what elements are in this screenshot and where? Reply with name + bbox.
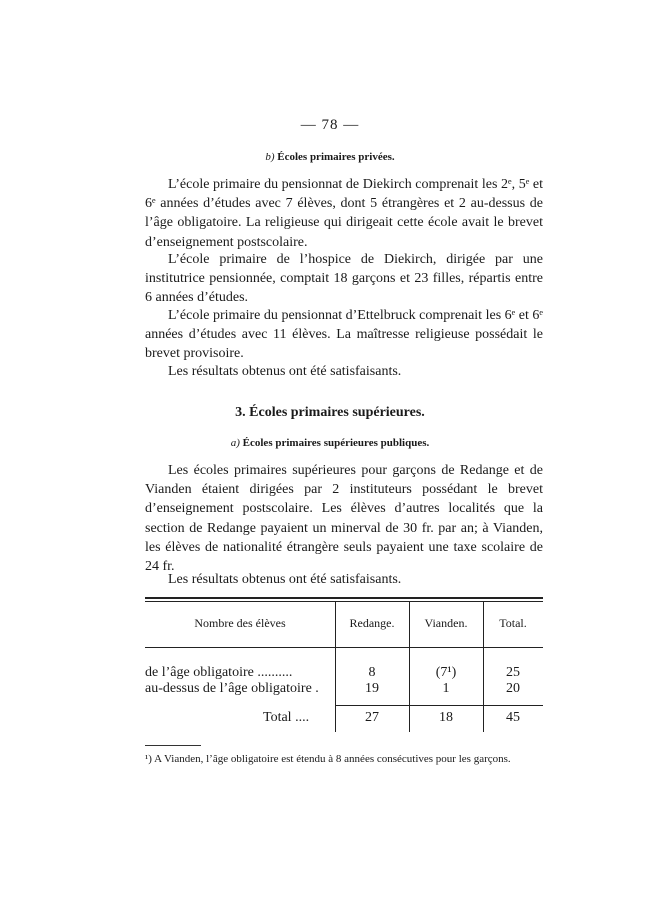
table-row-label: au-dessus de l’âge obligatoire . [145, 681, 319, 696]
table-sum-rule [335, 705, 543, 706]
section-a-title: Écoles primaires supérieures publiques. [242, 437, 430, 449]
table-total-total: 45 [506, 710, 520, 725]
table-total-label: Total .... [263, 710, 310, 725]
section-b-heading [0, 151, 660, 163]
page-number: — 78 — [300, 117, 360, 133]
paragraph-results-b: Les résultats obtenus ont été satisfaisants. [168, 364, 402, 379]
table-cell-redange: 8 [368, 665, 376, 680]
footnote [145, 751, 543, 768]
table-header-label: Nombre des élèves [194, 616, 286, 630]
paragraph-diekirch-hospice: L’école primaire de l’hospice de Diekirch, dirigée par une institutrice pensionnée, comptait 18 garçons et 23 filles, répartis entre 6 années d’études. [145, 252, 543, 306]
paragraph-diekirch-pensionnat: L’école primaire du pensionnat de Diekirch comprenait les 2ᵉ, 5ᵉ et 6ᵉ années d’études avec 7 élèves, dont 5 étrangères et 2 au-dessus de l’âge obligatoire. La religieuse qui dirigeait cette école avait le brevet d’enseignement postscolaire. [145, 177, 543, 250]
section-a-heading [0, 437, 660, 449]
table-top-rule [145, 597, 543, 599]
table-cell-total: 20 [506, 681, 520, 696]
table-cell-total: 25 [506, 665, 520, 680]
table-header-total: Total. [499, 616, 527, 630]
footnote-marker: ¹) [145, 753, 152, 765]
section-3-heading: 3. Écoles primaires supérieures. [235, 405, 425, 420]
section-b-marker: b) [265, 151, 275, 163]
footnote-text: A Vianden, l’âge obligatoire est étendu à 8 années consécutives pour les garçons. [154, 753, 511, 765]
table-header-redange: Redange. [349, 616, 395, 630]
paragraph-ettelbruck-pensionnat: L’école primaire du pensionnat d’Ettelbruck comprenait les 6ᵉ et 6ᵉ années d’études avec 11 élèves. La maîtresse religieuse possédait le brevet provisoire. [145, 308, 543, 362]
pupils-table [145, 597, 543, 732]
table-cell-vianden: 1 [442, 681, 450, 696]
section-b-title: Écoles primaires privées. [277, 151, 395, 163]
table-total-redange: 27 [365, 710, 379, 725]
table-cell-redange: 19 [365, 681, 379, 696]
table-header-vianden: Vianden. [424, 616, 468, 630]
table-row-label: de l’âge obligatoire .......... [145, 665, 293, 680]
paragraph-results-a: Les résultats obtenus ont été satisfaisants. [168, 572, 402, 587]
table-total-vianden: 18 [439, 710, 453, 725]
footnote-rule [145, 745, 201, 746]
paragraph-redange-vianden: Les écoles primaires supérieures pour garçons de Redange et de Vianden étaient dirigées par 2 instituteurs possédant le brevet d’enseignement postscolaire. Les élèves d’autres localités que la section de Redange payaient un minerval de 30 fr. par an; à Vianden, les élèves de nationalité étrangère seuls payaient une taxe scolaire de 24 fr. [145, 463, 543, 575]
section-a-marker: a) [230, 437, 240, 449]
table-cell-vianden: (7¹) [435, 665, 457, 680]
